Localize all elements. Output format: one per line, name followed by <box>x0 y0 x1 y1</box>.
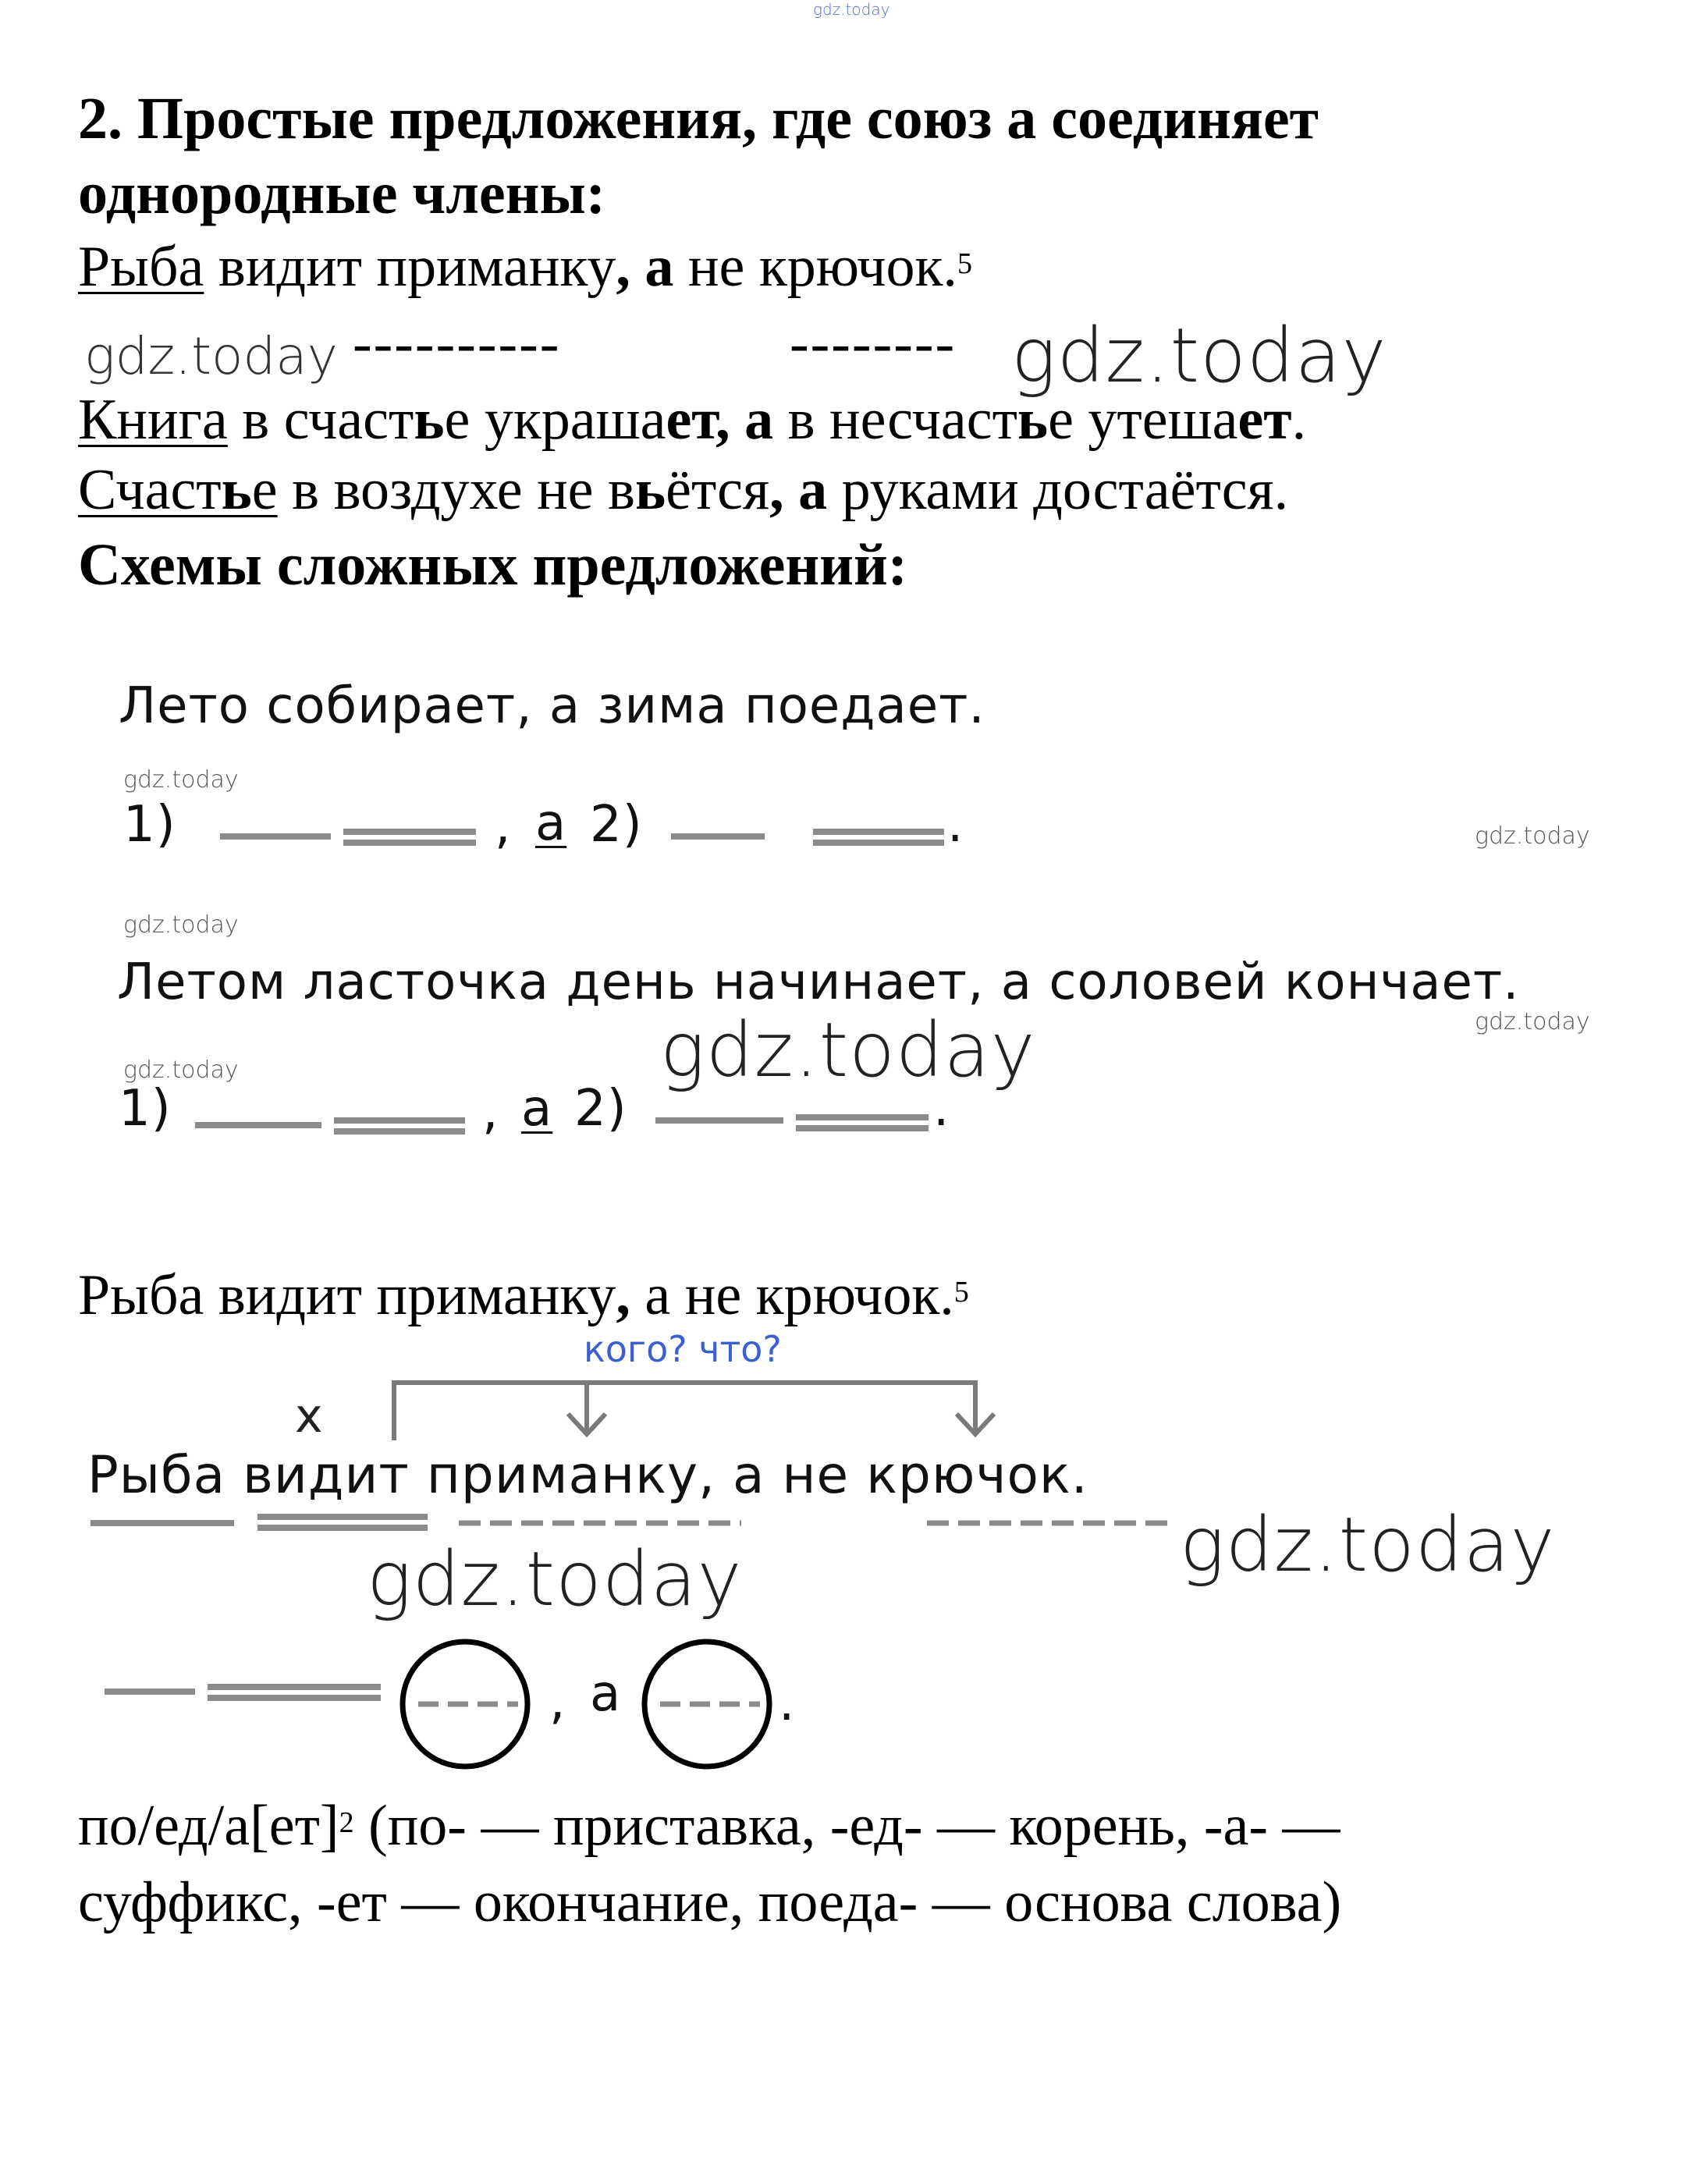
scheme2-clause1-number: 1) <box>119 1080 172 1138</box>
text-part: Рыба видит приманку <box>78 1263 616 1327</box>
subject-word: Рыба <box>78 235 204 299</box>
text-part: не крючок. <box>673 235 957 299</box>
watermark: gdz.today <box>1475 822 1590 850</box>
soft-sign: ь <box>634 458 666 522</box>
ending: ет <box>666 388 716 452</box>
text-part: е утеша <box>1048 388 1238 452</box>
text-part: в счаст <box>227 388 414 452</box>
watermark: gdz.today <box>660 1007 1036 1094</box>
scheme3-comma: , <box>549 1673 566 1731</box>
soft-sign: ь <box>221 458 252 522</box>
conjunction: а <box>744 388 774 452</box>
scheme2-conjunction: а <box>521 1080 553 1138</box>
dashed-underline-object-1: ---------- <box>353 311 561 375</box>
conjunction: а <box>644 235 674 299</box>
object-question-label: кого? что? <box>584 1328 782 1370</box>
scheme1-sentence: Лето собирает, а зима поедает. <box>119 677 985 735</box>
morph-analysis-line1 <box>78 1788 1340 1863</box>
text-part: руками достаётся. <box>827 458 1289 522</box>
watermark: gdz.today <box>1475 1008 1590 1035</box>
morph-analysis-line2: суффикс, -ет — окончание, поеда- — основа слова) <box>78 1870 1342 1934</box>
footnote-mark: 5 <box>957 247 972 280</box>
predicate-mark: x <box>295 1389 323 1443</box>
scheme1-conjunction: а <box>535 794 567 852</box>
comma: , <box>616 235 630 299</box>
schemes-heading: Схемы сложных предложений: <box>78 532 908 598</box>
watermark: gdz.today <box>1180 1501 1556 1589</box>
scheme1-clause2-number: 2) <box>590 796 643 854</box>
text-part: видит приманку <box>204 235 616 299</box>
watermark: gdz.today <box>123 911 239 939</box>
morph-word: по/ед/а[ет] <box>78 1794 339 1858</box>
text-part: (по- — приставка, -ед- — корень, -а- — <box>353 1794 1340 1858</box>
subject-word: Книга <box>78 388 228 452</box>
parsed-sentence: Рыба видит приманку, а не крючок. <box>87 1445 1088 1505</box>
text-part: е украша <box>444 388 666 452</box>
soft-sign: ь <box>1017 388 1049 452</box>
scheme2-clause2-number: 2) <box>574 1080 627 1138</box>
scheme3-conjunction: а <box>590 1665 622 1723</box>
watermark: gdz.today <box>123 766 239 794</box>
text-part: Счаст <box>78 458 222 522</box>
scheme2-comma: , <box>482 1083 499 1141</box>
watermark-top: gdz.today <box>813 0 890 19</box>
text-part: е <box>251 458 278 522</box>
scheme2-sentence: Летом ласточка день начинает, а соловей кончает. <box>117 953 1520 1011</box>
watermark: gdz.today <box>1011 312 1387 399</box>
text-part: в воздухе не в <box>277 458 635 522</box>
scheme2-period: . <box>933 1080 950 1138</box>
dashed-underline-object-2: -------- <box>790 311 957 375</box>
watermark: gdz.today <box>123 1056 239 1084</box>
text-part: ётся <box>666 458 770 522</box>
section-heading-line2: однородные члены: <box>78 161 606 226</box>
footnote-mark: 2 <box>339 1806 354 1839</box>
ending: ет <box>1238 388 1292 452</box>
section-heading-line1: 2. Простые предложения, где союз а соединяет <box>78 86 1319 151</box>
soft-sign: ь <box>414 388 445 452</box>
text-part: а не крючок. <box>630 1263 954 1327</box>
text-part: . <box>1291 388 1307 452</box>
comma: , <box>616 1263 630 1327</box>
scheme1-clause1-number: 1) <box>123 796 176 854</box>
conjunction: а <box>798 458 828 522</box>
comma: , <box>716 388 730 452</box>
scheme3-period: . <box>779 1674 796 1732</box>
scheme1-comma: , <box>495 797 512 855</box>
comma: , <box>769 458 784 522</box>
watermark: gdz.today <box>84 326 338 386</box>
scheme1-period: . <box>947 796 964 854</box>
footnote-mark: 5 <box>953 1276 969 1309</box>
watermark: gdz.today <box>367 1536 743 1623</box>
text-part: в несчаст <box>773 388 1017 452</box>
